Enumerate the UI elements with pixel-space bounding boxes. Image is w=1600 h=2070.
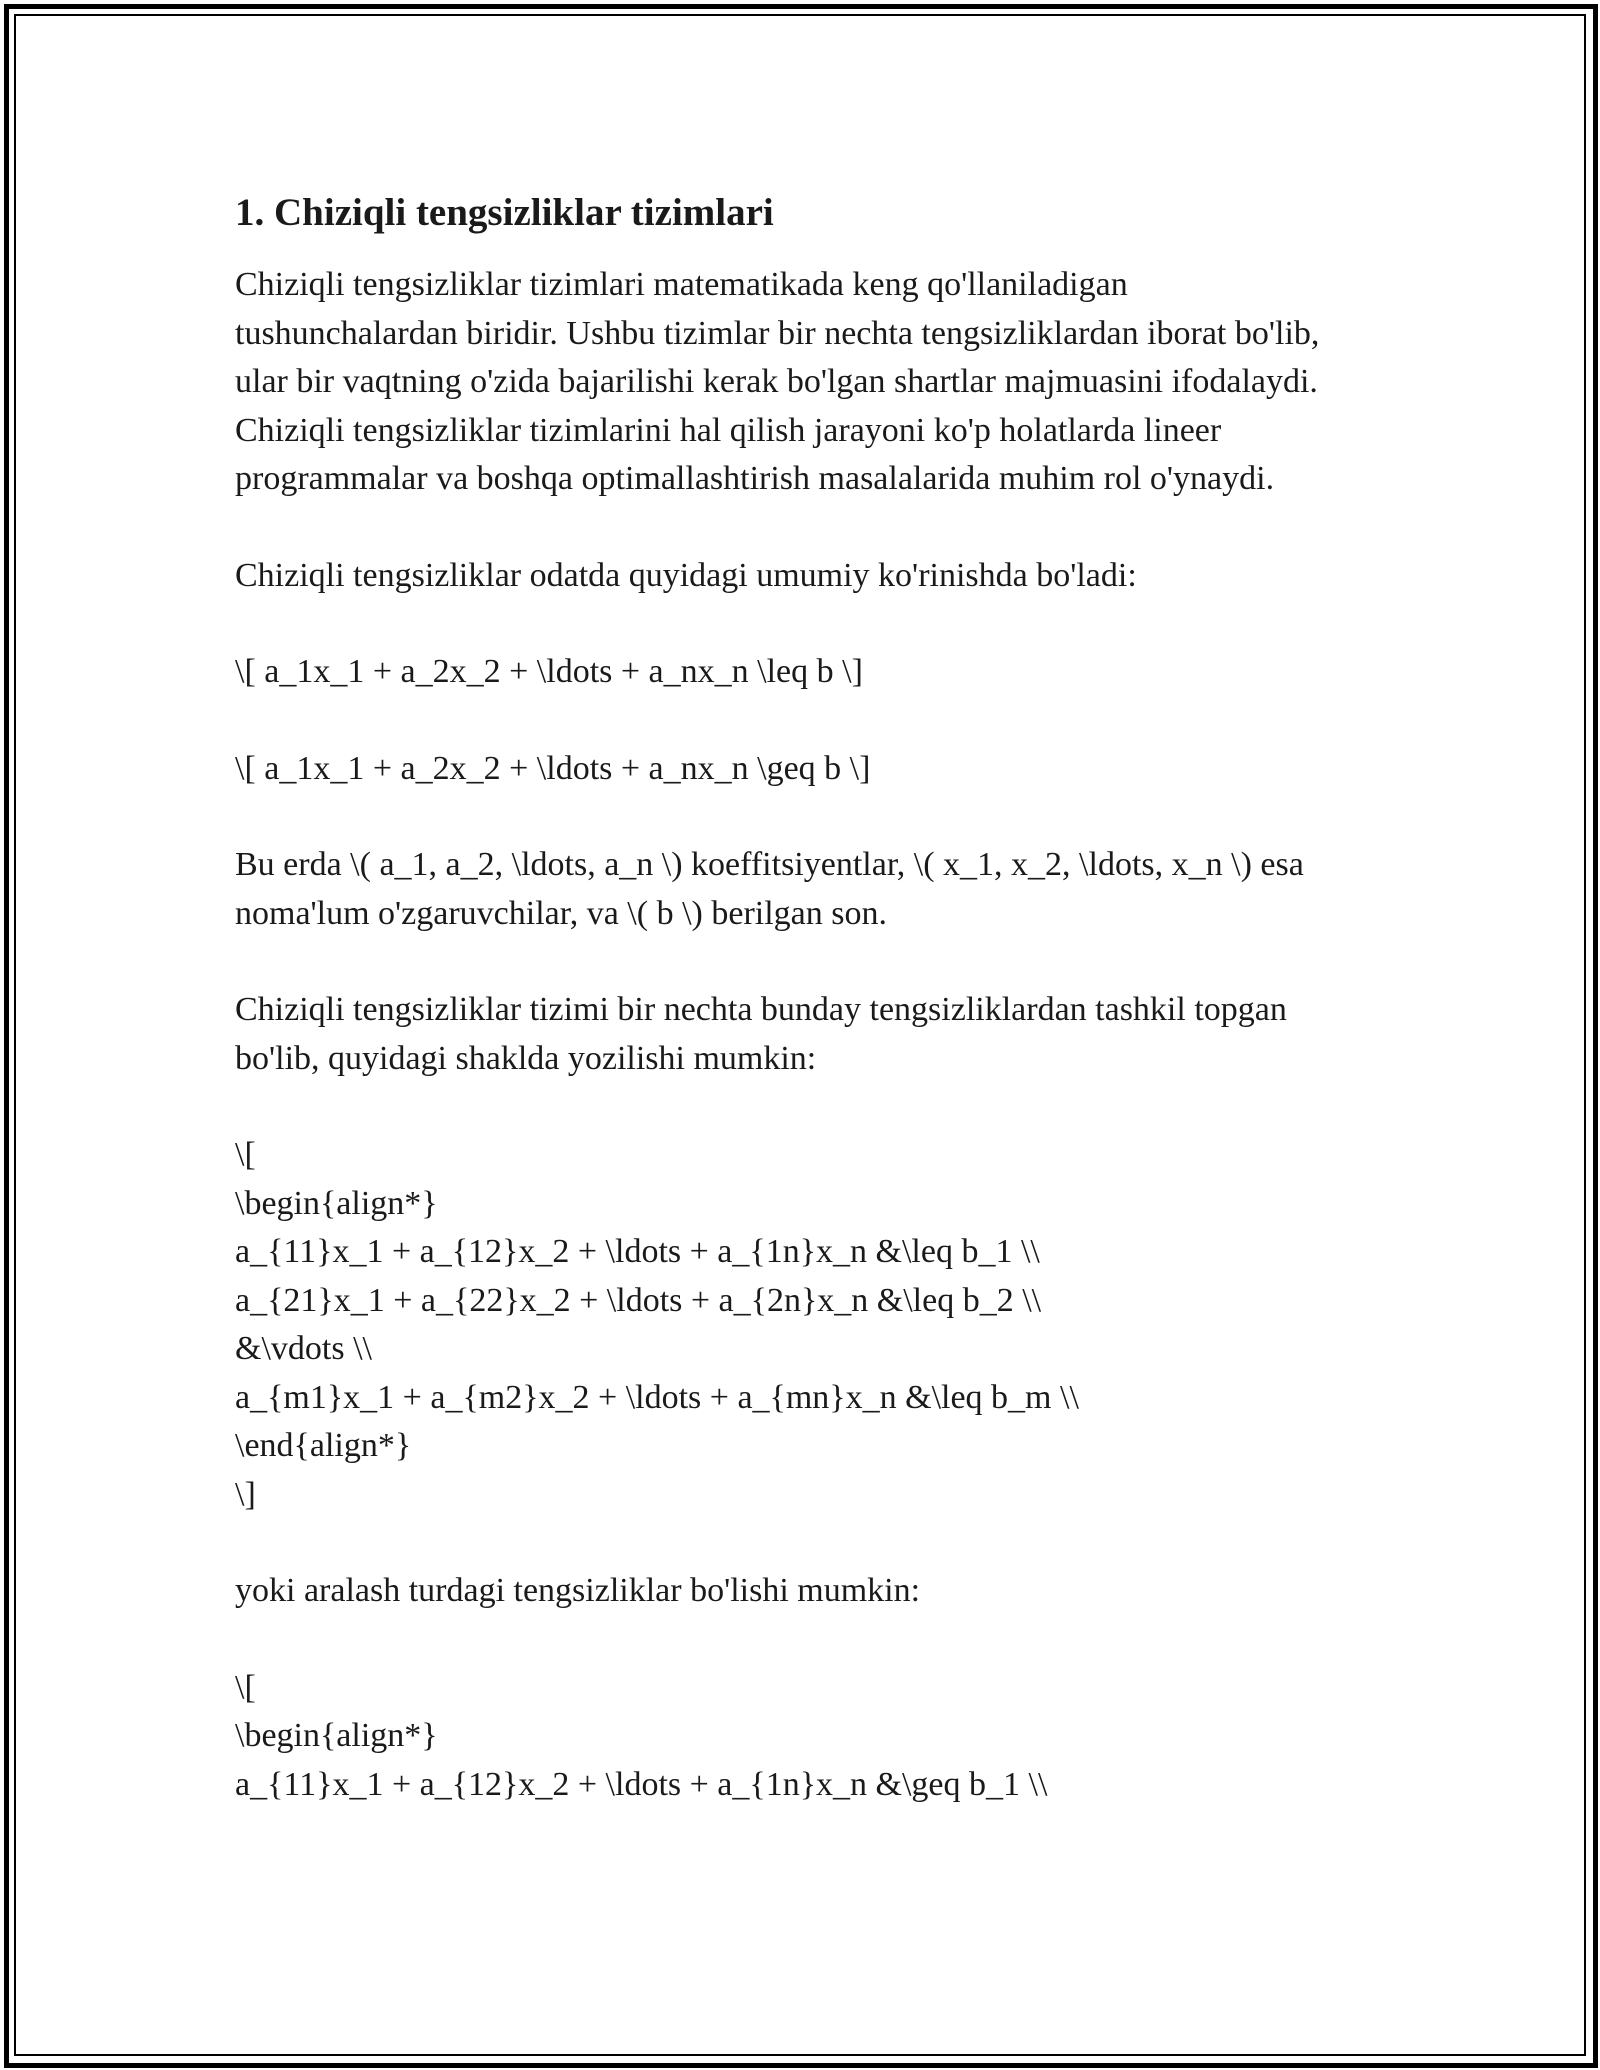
formula-leq: \[ a_1x_1 + a_2x_2 + \ldots + a_nx_n \leq b \]	[235, 653, 863, 690]
section-heading: 1. Chiziqli tengsizliklar tizimlari	[235, 191, 774, 234]
system-mixed-block	[235, 1664, 1355, 1810]
system-leq-line: \end{align*}	[235, 1427, 412, 1464]
system-intro-paragraph: Chiziqli tengsizliklar tizimi bir nechta bunday tengsizliklardan tashkil topgan bo'lib, quyidagi shaklda yozilishi mumkin:	[235, 991, 1287, 1077]
system-leq-line: \[	[235, 1136, 256, 1173]
document-body	[235, 186, 1355, 1857]
system-leq-line: \begin{align*}	[235, 1184, 438, 1222]
formula-geq: \[ a_1x_1 + a_2x_2 + \ldots + a_nx_n \geq b \]	[235, 749, 871, 787]
system-leq-line: a_{11}x_1 + a_{12}x_2 + \ldots + a_{1n}x_n &\leq b_1 \\	[235, 1233, 1040, 1270]
system-leq-line: &\vdots \\	[235, 1330, 372, 1367]
system-leq-line: \]	[235, 1475, 256, 1513]
system-mixed-line: a_{11}x_1 + a_{12}x_2 + \ldots + a_{1n}x_n &\geq b_1 \\	[235, 1765, 1048, 1803]
intro-paragraph: Chiziqli tengsizliklar tizimlari matematikada keng qo'llaniladigan tushunchalardan biridir. Ushbu tizimlar bir nechta tengsizliklardan iborat bo'lib, ular bir vaqtning o'zida bajarilishi kerak bo'lgan shartlar majmuasini ifodalaydi. Chiziqli tengsizliklar tizimlarini hal qilish jarayoni ko'p holatlarda lineer programmalar va boshqa optimallashtirish masalalarida muhim rol o'ynaydi.	[235, 266, 1320, 497]
definitions-paragraph: Bu erda \( a_1, a_2, \ldots, a_n \) koeffitsiyentlar, \( x_1, x_2, \ldots, x_n \) esa noma'lum o'zgaruvchilar, va \( b \) berilgan son.	[235, 846, 1304, 932]
system-leq-line: a_{21}x_1 + a_{22}x_2 + \ldots + a_{2n}x_n &\leq b_2 \\	[235, 1281, 1042, 1319]
system-leq-line: a_{m1}x_1 + a_{m2}x_2 + \ldots + a_{mn}x_n &\leq b_m \\	[235, 1378, 1079, 1416]
general-form-paragraph: Chiziqli tengsizliklar odatda quyidagi umumiy ko'rinishda bo'ladi:	[235, 556, 1137, 594]
system-leq-block	[235, 1131, 1355, 1519]
mixed-intro-paragraph: yoki aralash turdagi tengsizliklar bo'lishi mumkin:	[235, 1572, 921, 1609]
system-mixed-line: \begin{align*}	[235, 1717, 438, 1754]
system-mixed-line: \[	[235, 1668, 256, 1706]
